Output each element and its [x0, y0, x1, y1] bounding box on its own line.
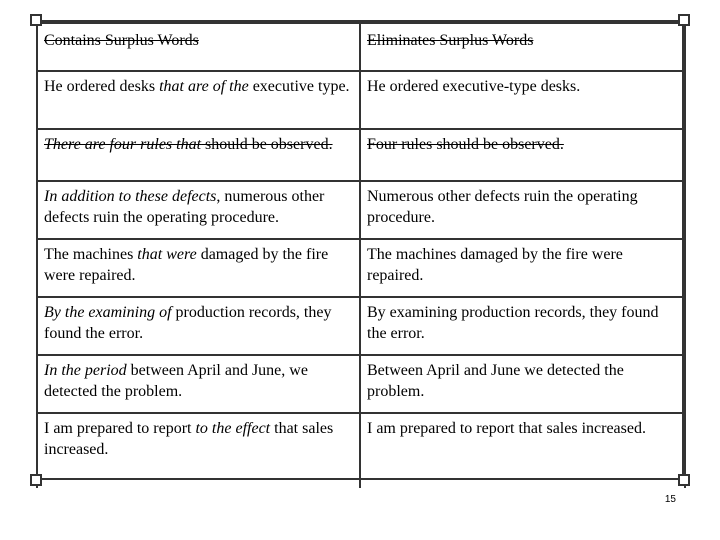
- header-eliminates-surplus: Eliminates Surplus Words: [360, 23, 685, 71]
- page-number: 15: [664, 494, 676, 505]
- header-contains-surplus: Contains Surplus Words: [37, 23, 360, 71]
- surplus-phrase: to the effect: [195, 420, 271, 437]
- corner-marker: [30, 474, 42, 486]
- cell-concise: The machines damaged by the fire were repaired.: [360, 239, 685, 297]
- table-frame: [36, 20, 684, 480]
- text-run: that sales increased.: [44, 420, 334, 458]
- surplus-phrase: that were: [137, 246, 197, 263]
- cell-concise: He ordered executive-type desks.: [360, 71, 685, 129]
- cell-concise: Four rules should be observed.: [360, 129, 685, 181]
- text-run: I am prepared to report: [44, 420, 196, 437]
- corner-marker: [30, 14, 42, 26]
- surplus-phrase: By the examining of: [44, 304, 172, 321]
- cell-concise: Between April and June we detected the problem.: [360, 355, 685, 413]
- cell-concise: By examining production records, they found the error.: [360, 297, 685, 355]
- surplus-phrase: In the period: [44, 362, 127, 379]
- corner-marker: [678, 14, 690, 26]
- cell-concise: I am prepared to report that sales increased.: [360, 413, 685, 488]
- surplus-phrase: In addition to these defects: [44, 188, 217, 205]
- text-run: between April and June, we detected the problem.: [44, 362, 308, 400]
- text-run: production records, they found the error.: [44, 304, 332, 342]
- text-run: The machines: [44, 246, 138, 263]
- text-run: should be observed.: [201, 136, 333, 153]
- surplus-phrase: that are of the: [159, 78, 249, 95]
- corner-marker: [678, 474, 690, 486]
- text-run: damaged by the fire were repaired.: [44, 246, 329, 284]
- surplus-phrase: There are four rules that: [44, 136, 202, 153]
- text-run: , numerous other defects ruin the operating procedure.: [44, 188, 325, 226]
- text-run: He ordered desks: [44, 78, 160, 95]
- text-run: executive type.: [248, 78, 350, 95]
- cell-concise: Numerous other defects ruin the operating procedure.: [360, 181, 685, 239]
